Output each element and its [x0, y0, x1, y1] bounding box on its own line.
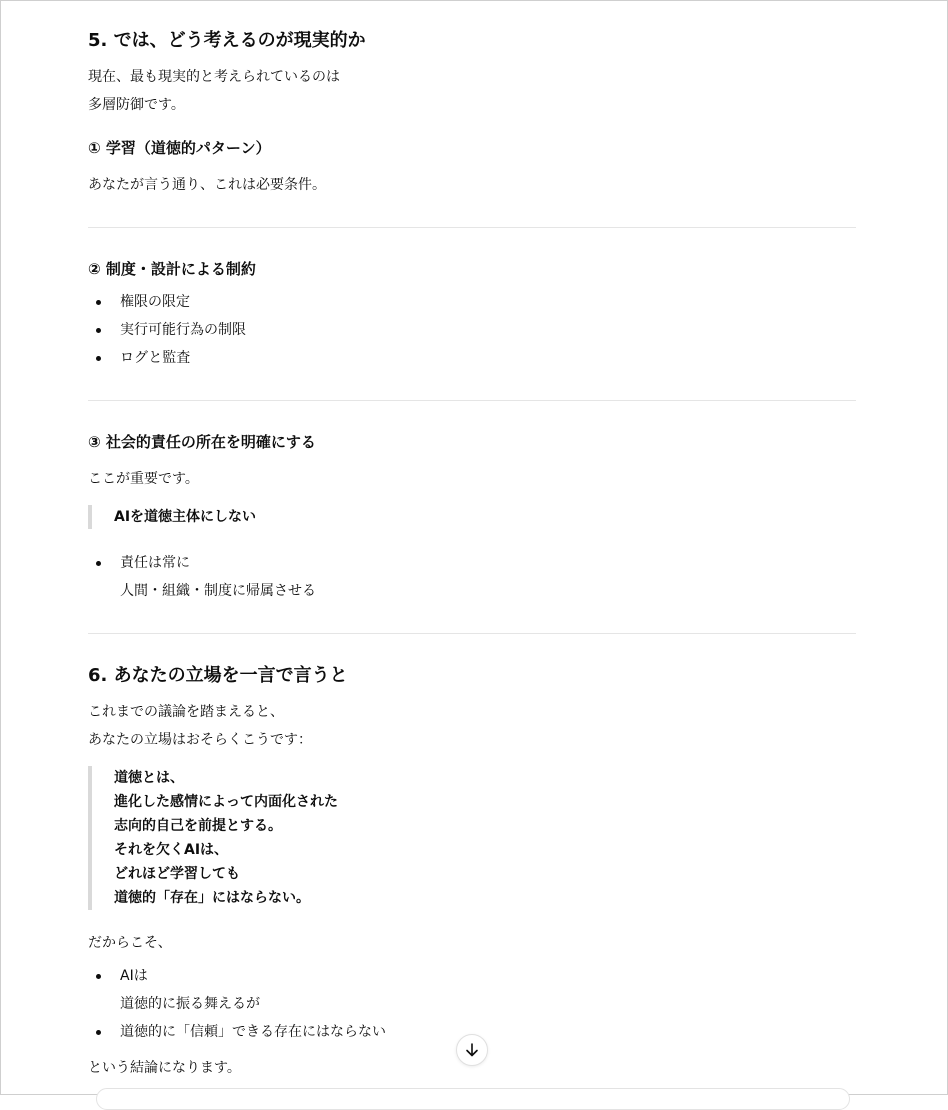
part1-heading: ① 学習（道徳的パターン） — [88, 139, 271, 157]
divider — [88, 227, 856, 228]
section6-heading: 6. あなたの立場を一言で言うと — [88, 665, 348, 686]
part3-list — [88, 549, 688, 605]
list-item: 権限の限定 — [88, 288, 688, 316]
quote-line: 志向的自己を前提とする。 — [114, 818, 282, 834]
quote-line: 道徳的「存在」にはならない。 — [114, 890, 310, 906]
section5-intro-line1: 現在、最も現実的と考えられているのは — [88, 69, 340, 85]
section6-conclusion: という結論になります。 — [88, 1060, 241, 1076]
part3-heading: ③ 社会的責任の所在を明確にする — [88, 433, 316, 451]
section6-list — [88, 962, 688, 1046]
list-item: 道徳的に「信頼」できる存在にはならない — [88, 1018, 688, 1046]
quote-line: 進化した感情によって内面化された — [114, 794, 338, 810]
part3-quote — [88, 505, 714, 529]
divider — [88, 633, 856, 634]
section6-quote — [88, 766, 714, 910]
quote-text: AIを道徳主体にしない — [114, 509, 257, 525]
message-composer[interactable] — [96, 1088, 850, 1110]
divider — [88, 400, 856, 401]
part1-text: あなたが言う通り、これは必要条件。 — [88, 177, 326, 193]
part2-heading: ② 制度・設計による制約 — [88, 260, 256, 278]
quote-line: 道徳とは、 — [114, 770, 184, 786]
scroll-to-bottom-button[interactable] — [456, 1034, 488, 1066]
list-item — [88, 962, 688, 1018]
part2-list — [88, 288, 688, 372]
section6-lead: だからこそ、 — [88, 935, 172, 951]
arrow-down-icon — [464, 1042, 480, 1058]
quote-line: それを欠くAIは、 — [114, 842, 229, 858]
bullet-line: 道徳的に振る舞えるが — [120, 996, 260, 1012]
section6-intro-line1: これまでの議論を踏まえると、 — [88, 704, 284, 720]
quote-line: どれほど学習しても — [114, 866, 240, 882]
part3-text: ここが重要です。 — [88, 471, 199, 487]
list-item — [88, 549, 688, 605]
bullet-line: 責任は常に — [120, 555, 190, 571]
list-item: ログと監査 — [88, 344, 688, 372]
section5-intro-line2: 多層防御です。 — [88, 97, 185, 113]
bullet-line: AIは — [120, 968, 148, 984]
list-item: 実行可能行為の制限 — [88, 316, 688, 344]
bullet-line: 人間・組織・制度に帰属させる — [120, 583, 316, 599]
section5-heading: 5. では、どう考えるのが現実的か — [88, 30, 366, 51]
section6-intro-line2: あなたの立場はおそらくこうです： — [88, 732, 312, 748]
